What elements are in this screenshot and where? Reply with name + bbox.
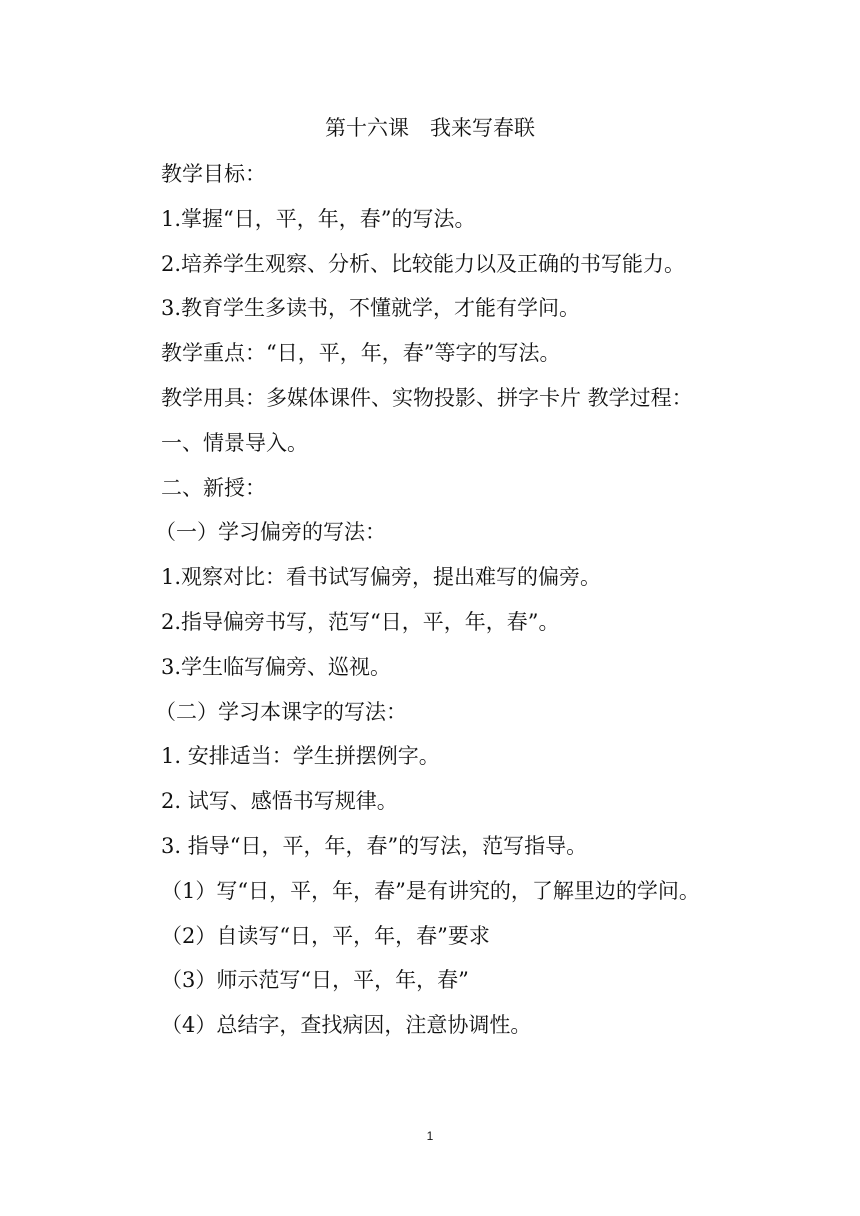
paragraph: 1.观察对比：看书试写偏旁，提出难写的偏旁。 <box>161 565 602 590</box>
paragraph: （4）总结字，查找病因，注意协调性。 <box>161 1013 532 1038</box>
lesson-title: 第十六课 我来写春联 <box>325 116 535 140</box>
paragraph: 1.掌握“日，平，年，春”的写法。 <box>161 206 476 231</box>
paragraph: （3）师示范写“日，平，年，春” <box>161 968 469 993</box>
lesson-body <box>133 152 733 1048</box>
paragraph: 3. 指导“日，平，年，春”的写法，范写指导。 <box>161 833 588 858</box>
paragraph: 二、新授： <box>161 475 266 500</box>
paragraph: 1. 安排适当：学生拼摆例字。 <box>161 744 440 769</box>
paragraph: （1）写“日，平，年，春”是有讲究的，了解里边的学问。 <box>161 878 700 903</box>
paragraph: （2）自读写“日，平，年，春”要求 <box>161 923 490 948</box>
paragraph: （一）学习偏旁的写法： <box>155 520 386 545</box>
paragraph: 一、情景导入。 <box>161 430 308 455</box>
page-number: 1 <box>426 1129 434 1143</box>
paragraph: 3.学生临写偏旁、巡视。 <box>161 654 392 679</box>
paragraph: 2. 试写、感悟书写规律。 <box>161 789 398 814</box>
paragraph: （二）学习本课字的写法： <box>155 699 407 724</box>
paragraph: 2.指导偏旁书写，范写“日，平，年，春”。 <box>161 609 560 634</box>
paragraph: 3.教育学生多读书，不懂就学，才能有学问。 <box>161 296 581 321</box>
paragraph: 教学用具：多媒体课件、实物投影、拼字卡片 教学过程： <box>161 385 693 410</box>
paragraph: 教学目标： <box>161 162 266 186</box>
paragraph: 2.培养学生观察、分析、比较能力以及正确的书写能力。 <box>161 251 686 276</box>
paragraph: 教学重点：“日，平，年，春”等字的写法。 <box>161 341 561 366</box>
